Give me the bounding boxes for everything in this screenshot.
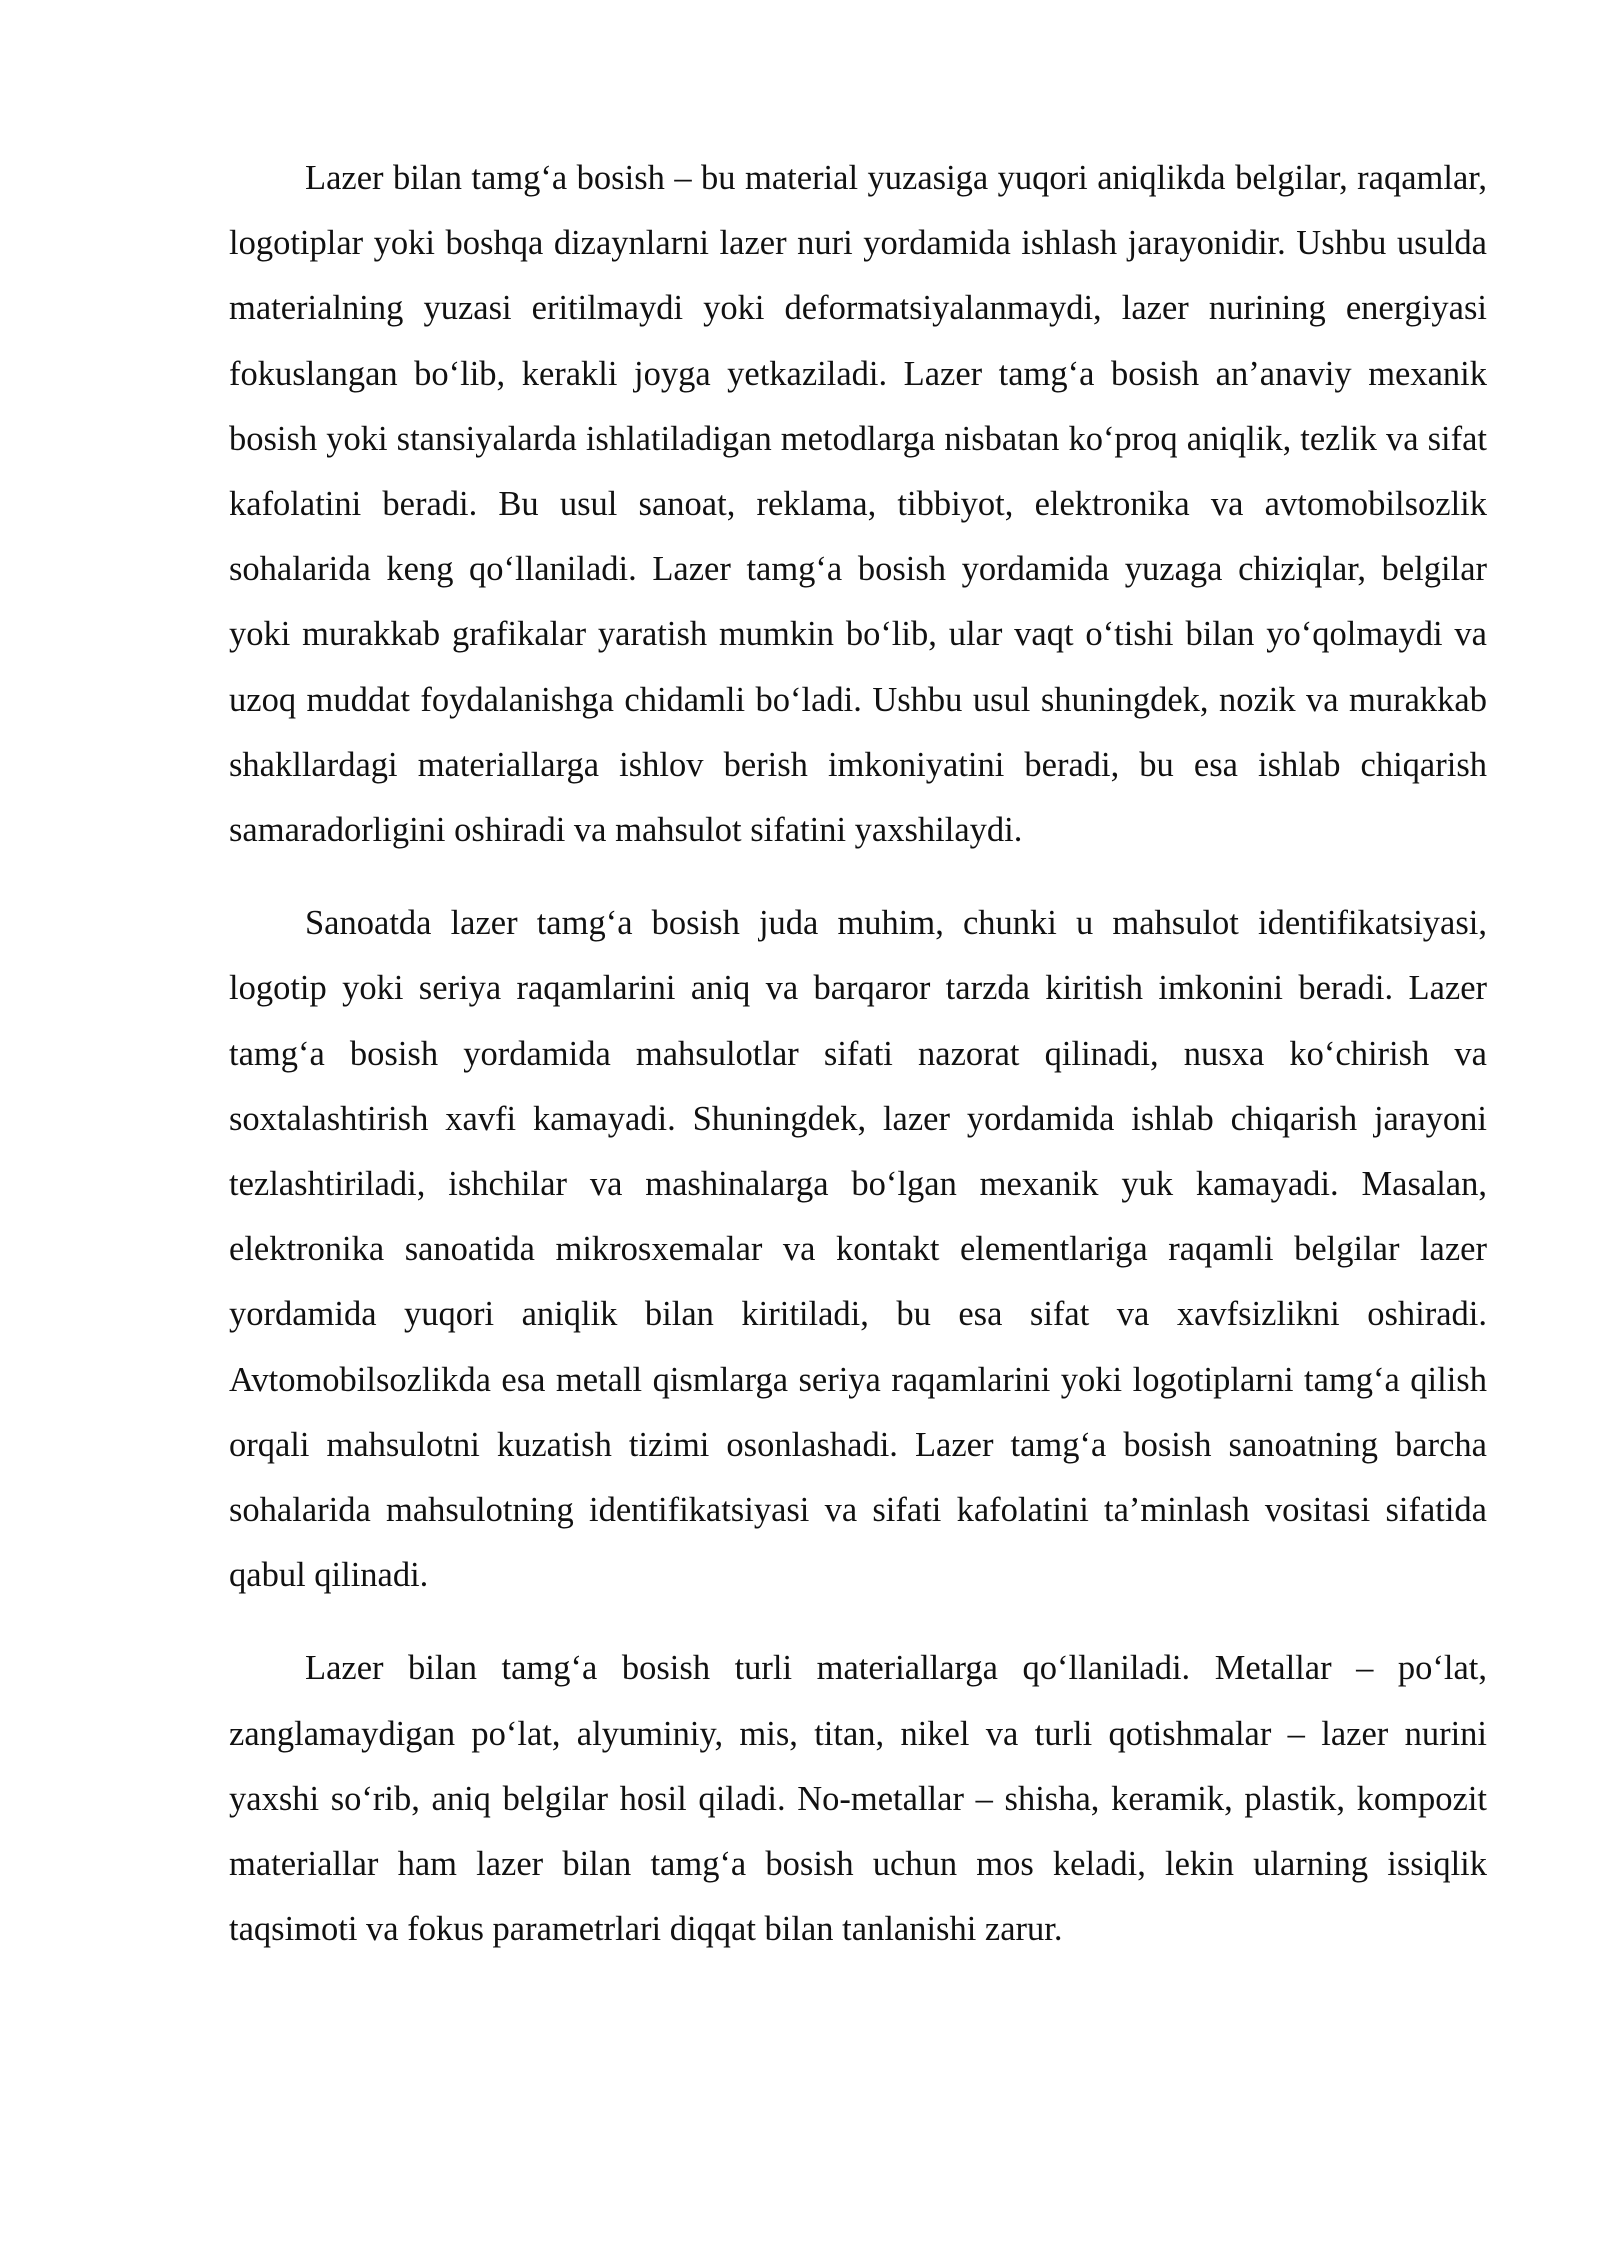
paragraph-laser-marking-definition: Lazer bilan tamg‘a bosish – bu material yuzasiga yuqori aniqlikda belgilar, raqamlar, logotiplar yoki boshqa dizaynlarni lazer nuri yordamida ishlash jarayonidir. Ushbu usulda materialning yuzasi eritilmaydi yoki deformatsiyalanmaydi, lazer nurining energiyasi fokuslangan bo‘lib, kerakli joyga yetkaziladi. Lazer tamg‘a bosish an’anaviy mexanik bosish yoki stansiyalarda ishlatiladigan metodlarga nisbatan ko‘proq aniqlik, tezlik va sifat kafolatini beradi. Bu usul sanoat, reklama, tibbiyot, elektronika va avtomobilsozlik sohalarida keng qo‘llaniladi. Lazer tamg‘a bosish yordamida yuzaga chiziqlar, belgilar yoki murakkab grafikalar yaratish mumkin bo‘lib, ular vaqt o‘tishi bilan yo‘qolmaydi va uzoq muddat foydalanishga chidamli bo‘ladi. Ushbu usul shuningdek, nozik va murakkab shakllardagi materiallarga ishlov berish imkoniyatini beradi, bu esa ishlab chiqarish samaradorligini oshiradi va mahsulot sifatini yaxshilaydi. (229, 159, 1487, 850)
paragraph-applicable-materials: Lazer bilan tamg‘a bosish turli materiallarga qo‘llaniladi. Metallar – po‘lat, zanglamaydigan po‘lat, alyuminiy, mis, titan, nikel va turli qotishmalar – lazer nurini yaxshi so‘rib, aniq belgilar hosil qiladi. No-metallar – shisha, keramik, plastik, kompozit materiallar ham lazer bilan tamg‘a bosish uchun mos keladi, lekin ularning issiqlik taqsimoti va fokus parametrlari diqqat bilan tanlanishi zarur. (229, 1649, 1487, 1949)
paragraph-industrial-importance: Sanoatda lazer tamg‘a bosish juda muhim, chunki u mahsulot identifikatsiyasi, logotip yoki seriya raqamlarini aniq va barqaror tarzda kiritish imkonini beradi. Lazer tamg‘a bosish yordamida mahsulotlar sifati nazorat qilinadi, nusxa ko‘chirish va soxtalashtirish xavfi kamayadi. Shuningdek, lazer yordamida ishlab chiqarish jarayoni tezlashtiriladi, ishchilar va mashinalarga bo‘lgan mexanik yuk kamayadi. Masalan, elektronika sanoatida mikrosxemalar va kontakt elementlariga raqamli belgilar lazer yordamida yuqori aniqlik bilan kiritiladi, bu esa sifat va xavfsizlikni oshiradi. Avtomobilsozlikda esa metall qismlarga seriya raqamlarini yoki logotiplarni tamg‘a qilish orqali mahsulotni kuzatish tizimi osonlashadi. Lazer tamg‘a bosish sanoatning barcha sohalarida mahsulotning identifikatsiyasi va sifati kafolatini ta’minlash vositasi sifatida qabul qilinadi. (229, 904, 1487, 1595)
document-page (229, 146, 1487, 1990)
